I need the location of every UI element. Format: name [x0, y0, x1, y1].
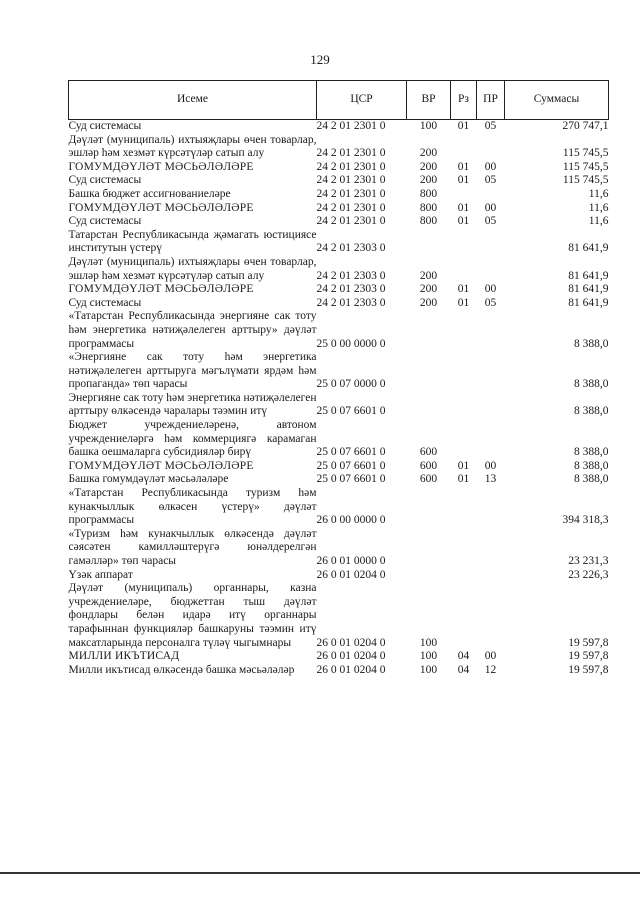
cell-name: Милли икътисад өлкәсендә башка мәсьәләләр	[68, 663, 295, 676]
table-row	[69, 229, 609, 256]
cell-rz: 04	[457, 663, 470, 676]
cell-csr: 26 0 01 0204 0	[316, 568, 386, 581]
cell-pr	[477, 229, 505, 256]
table-row	[69, 215, 609, 229]
cell-sum: 19 597,8	[568, 636, 609, 649]
cell-sum: 23 231,3	[568, 555, 609, 567]
cell-sum: 8 388,0	[574, 378, 609, 391]
cell-rz: 01	[457, 283, 470, 296]
cell-vr: 200	[419, 296, 438, 309]
cell-sum: 81 641,9	[568, 242, 609, 255]
cell-sum: 115 745,5	[562, 160, 609, 173]
cell-pr	[477, 392, 505, 419]
table-row	[69, 473, 609, 487]
cell-rz: 01	[457, 120, 470, 132]
cell-csr: 25 0 07 0000 0	[316, 378, 386, 391]
cell-name: МИЛЛИ ИКЪТИСАД	[68, 650, 180, 663]
cell-rz	[451, 351, 477, 392]
budget-table	[68, 80, 609, 677]
cell-rz	[451, 188, 477, 202]
cell-vr: 800	[419, 201, 438, 214]
cell-vr: 100	[419, 636, 438, 649]
cell-sum: 270 747,1	[562, 120, 609, 132]
table-row	[69, 120, 609, 134]
cell-name: ГОМУМДӘҮЛӘТ МӘСЬӘЛӘЛӘРЕ	[68, 459, 254, 472]
cell-rz	[451, 134, 477, 161]
cell-pr	[477, 569, 505, 583]
cell-rz	[451, 229, 477, 256]
cell-csr: 24 2 01 2303 0	[316, 242, 386, 255]
cell-sum: 8 388,0	[574, 459, 609, 472]
cell-sum: 81 641,9	[568, 283, 609, 296]
cell-vr: 100	[419, 120, 438, 132]
cell-pr: 05	[484, 174, 497, 187]
cell-pr: 05	[484, 120, 497, 132]
cell-csr: 24 2 01 2303 0	[316, 296, 386, 309]
cell-rz	[451, 582, 477, 650]
cell-name: Суд системасы	[68, 120, 142, 132]
table-row	[69, 283, 609, 297]
cell-rz: 01	[457, 296, 470, 309]
cell-csr: 24 2 01 2303 0	[316, 283, 386, 296]
cell-name: ГОМУМДӘҮЛӘТ МӘСЬӘЛӘЛӘРЕ	[68, 201, 254, 214]
cell-rz: 01	[457, 473, 470, 486]
header-vr: ВР	[407, 81, 451, 120]
cell-pr: 00	[484, 160, 497, 173]
cell-csr: 24 2 01 2301 0	[316, 187, 386, 200]
cell-vr: 100	[419, 663, 438, 676]
cell-name: Суд системасы	[68, 174, 142, 187]
header-name: Исеме	[69, 81, 317, 120]
cell-rz: 01	[457, 215, 470, 228]
table-row	[69, 351, 609, 392]
cell-name: Дәүләт (муниципаль) ихтыяҗлары өчен товарлар, эшләр һәм хезмәт күрсәтүләр сатып алу	[68, 133, 317, 160]
cell-pr: 05	[484, 296, 497, 309]
table-row	[69, 256, 609, 283]
cell-name: «Туризм һәм кунакчыллык өлкәсендә дәүләт сәясәтен камилләштерүгә юнәлдерелгән гамәлләр» төп чарасы	[68, 527, 317, 567]
table-row	[69, 569, 609, 583]
cell-pr	[477, 188, 505, 202]
cell-sum: 11,6	[588, 187, 609, 200]
cell-csr: 25 0 00 0000 0	[316, 337, 386, 350]
cell-csr: 25 0 07 6601 0	[316, 473, 386, 486]
table-row	[69, 310, 609, 351]
cell-name: Дәүләт (муниципаль) ихтыяҗлары өчен товарлар, эшләр һәм хезмәт күрсәтүләр сатып алу	[68, 255, 317, 282]
table-row	[69, 134, 609, 161]
table-row	[69, 161, 609, 175]
cell-name: Татарстан Республикасында җәмагать юстициясе институтын үстерү	[68, 228, 317, 255]
header-csr: ЦСР	[317, 81, 407, 120]
cell-csr: 24 2 01 2301 0	[316, 120, 386, 132]
cell-sum: 81 641,9	[568, 296, 609, 309]
cell-pr	[477, 351, 505, 392]
cell-name: ГОМУМДӘҮЛӘТ МӘСЬӘЛӘЛӘРЕ	[68, 283, 254, 296]
table-row	[69, 174, 609, 188]
cell-rz: 01	[457, 459, 470, 472]
cell-name: «Энергияне сак тоту һәм энергетика нәтиҗәлелеген арттыруга мәгълүмати ярдәм һәм пропаганда» төп чарасы	[68, 351, 317, 391]
cell-csr: 26 0 01 0000 0	[316, 555, 386, 567]
cell-sum: 11,6	[588, 215, 609, 228]
table-row	[69, 460, 609, 474]
table-row	[69, 487, 609, 528]
cell-vr: 200	[419, 174, 438, 187]
cell-pr: 00	[484, 283, 497, 296]
cell-vr	[407, 569, 451, 583]
cell-pr: 05	[484, 215, 497, 228]
cell-csr: 24 2 01 2301 0	[316, 215, 386, 228]
cell-pr: 00	[484, 459, 497, 472]
header-rz: Рз	[451, 81, 477, 120]
cell-sum: 8 388,0	[574, 446, 609, 459]
cell-vr: 600	[419, 473, 438, 486]
cell-rz	[451, 528, 477, 569]
cell-vr: 600	[419, 459, 438, 472]
cell-name: ГОМУМДӘҮЛӘТ МӘСЬӘЛӘЛӘРЕ	[68, 160, 254, 173]
cell-vr: 800	[419, 187, 438, 200]
table-row	[69, 528, 609, 569]
cell-rz: 01	[457, 174, 470, 187]
cell-sum: 8 388,0	[574, 473, 609, 486]
cell-rz	[451, 419, 477, 460]
cell-sum: 394 318,3	[562, 514, 609, 527]
header-sum: Суммасы	[505, 81, 609, 120]
cell-name: Башка гомумдәүләт мәсьәләләре	[68, 473, 229, 486]
cell-rz	[451, 569, 477, 583]
cell-name: «Татарстан Республикасында энергияне сак тоту һәм энергетика нәтиҗәлелеген арттыру» дәүләт программасы	[68, 310, 317, 350]
cell-sum: 115 745,5	[562, 174, 609, 187]
cell-pr	[477, 256, 505, 283]
cell-pr	[477, 134, 505, 161]
cell-pr: 12	[484, 663, 497, 676]
cell-name: «Татарстан Республикасында туризм һәм кунакчыллык өлкәсен үстерү» дәүләт программасы	[68, 487, 317, 527]
table-row	[69, 664, 609, 678]
cell-pr	[477, 528, 505, 569]
cell-vr	[407, 528, 451, 569]
cell-pr	[477, 487, 505, 528]
cell-name: Башка бюджет ассигнованиеләре	[68, 187, 231, 200]
cell-sum: 8 388,0	[574, 337, 609, 350]
cell-pr	[477, 310, 505, 351]
cell-vr: 200	[419, 283, 438, 296]
table-body	[69, 120, 609, 678]
cell-sum: 11,6	[588, 201, 609, 214]
cell-vr	[407, 310, 451, 351]
cell-pr	[477, 582, 505, 650]
cell-sum: 19 597,8	[568, 650, 609, 663]
cell-csr: 24 2 01 2301 0	[316, 201, 386, 214]
cell-csr: 26 0 01 0204 0	[316, 663, 386, 676]
cell-vr: 200	[419, 160, 438, 173]
cell-sum: 23 226,3	[568, 568, 609, 581]
cell-csr: 25 0 07 6601 0	[316, 446, 386, 459]
cell-rz: 01	[457, 201, 470, 214]
cell-csr: 26 0 00 0000 0	[316, 514, 386, 527]
table-row	[69, 650, 609, 664]
cell-rz	[451, 392, 477, 419]
cell-sum: 8 388,0	[574, 405, 609, 418]
cell-pr: 13	[484, 473, 497, 486]
table-row	[69, 419, 609, 460]
cell-csr: 24 2 01 2303 0	[316, 269, 386, 282]
cell-csr: 26 0 01 0204 0	[316, 650, 386, 663]
table-row	[69, 188, 609, 202]
cell-name: Суд системасы	[68, 296, 142, 309]
cell-name: Суд системасы	[68, 215, 142, 228]
cell-name: Үзәк аппарат	[68, 568, 133, 581]
cell-csr: 24 2 01 2301 0	[316, 160, 386, 173]
cell-rz: 04	[457, 650, 470, 663]
cell-csr: 25 0 07 6601 0	[316, 459, 386, 472]
cell-pr	[477, 419, 505, 460]
header-pr: ПР	[477, 81, 505, 120]
cell-rz	[451, 310, 477, 351]
cell-vr	[407, 487, 451, 528]
cell-rz: 01	[457, 160, 470, 173]
cell-vr: 600	[419, 446, 438, 459]
cell-vr: 800	[419, 215, 438, 228]
cell-pr: 00	[484, 650, 497, 663]
cell-rz	[451, 487, 477, 528]
table-row	[69, 297, 609, 311]
cell-csr: 25 0 07 6601 0	[316, 405, 386, 418]
cell-vr	[407, 351, 451, 392]
table-header	[69, 81, 609, 120]
cell-name: Дәүләт (муниципаль) органнары, казна учреждениеләре, бюджеттан тыш дәүләт фондлары белән идарә итү органнары тарафыннан функцияләр башкаруны тәэмин итү максатларында персоналга түләү чыгымнары	[68, 582, 317, 649]
cell-csr: 26 0 01 0204 0	[316, 636, 386, 649]
cell-vr	[407, 392, 451, 419]
page-number: 129	[310, 52, 330, 67]
cell-csr: 24 2 01 2301 0	[316, 174, 386, 187]
cell-pr: 00	[484, 201, 497, 214]
cell-sum: 81 641,9	[568, 269, 609, 282]
table-row	[69, 202, 609, 216]
cell-rz	[451, 256, 477, 283]
cell-csr: 24 2 01 2301 0	[316, 147, 386, 160]
cell-vr	[407, 229, 451, 256]
cell-sum: 115 745,5	[562, 147, 609, 160]
page-bottom-edge	[0, 872, 640, 874]
cell-vr: 100	[419, 650, 438, 663]
cell-vr: 200	[419, 269, 438, 282]
cell-sum: 19 597,8	[568, 663, 609, 676]
table-row	[69, 582, 609, 650]
cell-vr: 200	[419, 147, 438, 160]
cell-name: Бюджет учреждениеләренә, автоном учреждениеләргә һәм коммерциягә карамаган башка оешмаларга субсидияләр бирү	[68, 419, 317, 459]
cell-name: Энергияне сак тоту һәм энергетика нәтиҗәлелеген арттыру өлкәсендә чаралары тәэмин итү	[68, 391, 317, 418]
table-row	[69, 392, 609, 419]
